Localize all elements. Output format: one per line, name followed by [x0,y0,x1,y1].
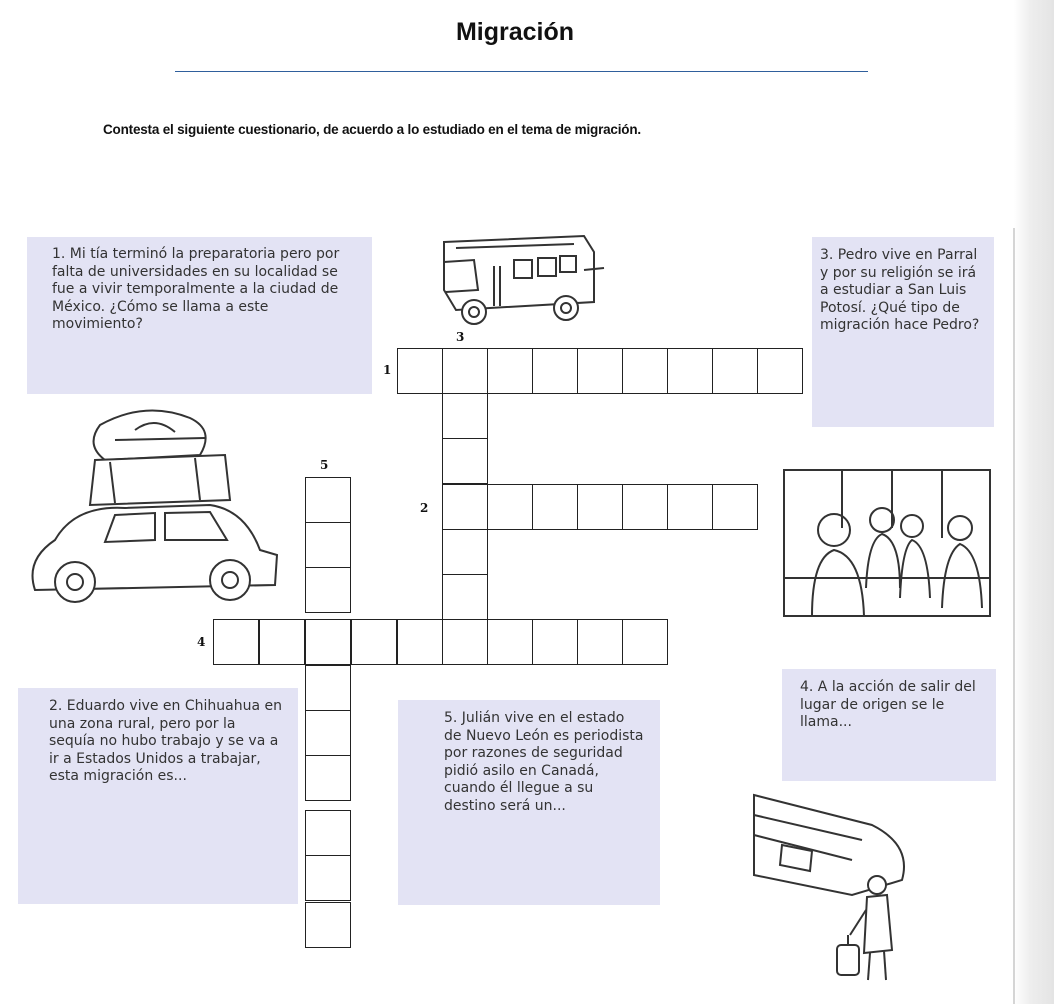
crossword-cell-1-5[interactable] [577,348,623,394]
crossword-cell-4-8[interactable] [532,619,578,665]
crossword-cell-2-7[interactable] [712,484,758,530]
crossword-cell-5-8[interactable] [305,810,351,856]
crossword-number-2: 2 [420,501,429,515]
clue-3-text: 3. Pedro vive en Parral y por su religión se irá a estudiar a San Luis Potosí. ¿Qué tipo de migración hace Pedro? [820,247,980,333]
clue-4-text: 4. A la acción de salir del lugar de origen se le llama... [800,679,976,730]
crossword-number-1: 1 [383,363,392,377]
crossword-cell-3-5[interactable] [442,529,488,575]
crossword-cell-5-10[interactable] [305,902,351,948]
crossword-cell-2-4[interactable] [577,484,623,530]
crossword-cell-2-3[interactable] [532,484,578,530]
crossword-cell-5-9[interactable] [305,855,351,901]
crossword-cell-4-7[interactable] [487,619,533,665]
crossword-cell-4-1[interactable] [213,619,259,665]
crossword-cell-5-7[interactable] [305,755,351,801]
crossword-number-5: 5 [320,458,329,472]
clue-4-box [782,669,996,781]
crossword-cell-4-5[interactable] [397,619,443,665]
crossword-cell-5-1[interactable] [305,477,351,523]
crossword-cell-5-2[interactable] [305,522,351,568]
crossword-cell-1-3[interactable] [487,348,533,394]
loaded-car-illustration [15,400,290,610]
crossword-cell-4-4[interactable] [351,619,397,665]
title-divider [175,71,868,72]
clue-1-box [27,237,372,394]
motorhome-illustration [434,230,610,330]
train-traveler-illustration [752,785,922,985]
crossword-cell-1-2[interactable] [442,348,488,394]
clue-5-box [398,700,660,905]
crossword-cell-1-4[interactable] [532,348,578,394]
crossword-cell-4-3[interactable] [305,619,351,665]
crossword-cell-2-2[interactable] [487,484,533,530]
crossword-cell-3-2[interactable] [442,393,488,439]
crossword-cell-1-7[interactable] [667,348,713,394]
crossword-cell-1-8[interactable] [712,348,758,394]
instructions: Contesta el siguiente cuestionario, de acuerdo a lo estudiado en el tema de migración. [103,122,641,137]
crossword-cell-4-6[interactable] [442,619,488,665]
clue-2-text: 2. Eduardo vive en Chihuahua en una zona rural, pero por la sequía no hubo trabajo y se va a ir a Estados Unidos a trabajar, esta migración es... [49,698,282,784]
crossword-cell-4-2[interactable] [259,619,305,665]
clue-5-text: 5. Julián vive en el estado de Nuevo León es periodista por razones de seguridad pidió asilo en Canadá, cuando él llegue a su destino será un... [444,710,644,814]
crossword-cell-5-3[interactable] [305,567,351,613]
crossword-cell-3-6[interactable] [442,574,488,620]
bus-passengers-illustration [782,468,992,618]
crossword-cell-1-1[interactable] [397,348,443,394]
crossword-cell-1-6[interactable] [622,348,668,394]
page-title: Migración [455,18,575,46]
crossword-cell-5-5[interactable] [305,665,351,711]
crossword-cell-3-3[interactable] [442,438,488,484]
page-edge-shadow [1014,0,1054,1004]
clue-1-text: 1. Mi tía terminó la preparatoria pero por falta de universidades en su localidad se fue a vivir temporalmente a la ciudad de México. ¿Cómo se llama a este movimiento? [52,246,340,332]
crossword-cell-2-6[interactable] [667,484,713,530]
crossword-cell-5-6[interactable] [305,710,351,756]
crossword-cell-2-5[interactable] [622,484,668,530]
crossword-cell-4-9[interactable] [577,619,623,665]
crossword-number-4: 4 [197,635,206,649]
clue-3-box [812,237,994,427]
page-edge-line [1013,228,1015,1004]
crossword-number-3: 3 [456,330,465,344]
crossword-cell-4-10[interactable] [622,619,668,665]
clue-2-box [18,688,298,904]
crossword-cell-1-9[interactable] [757,348,803,394]
crossword-cell-2-1[interactable] [442,484,488,530]
